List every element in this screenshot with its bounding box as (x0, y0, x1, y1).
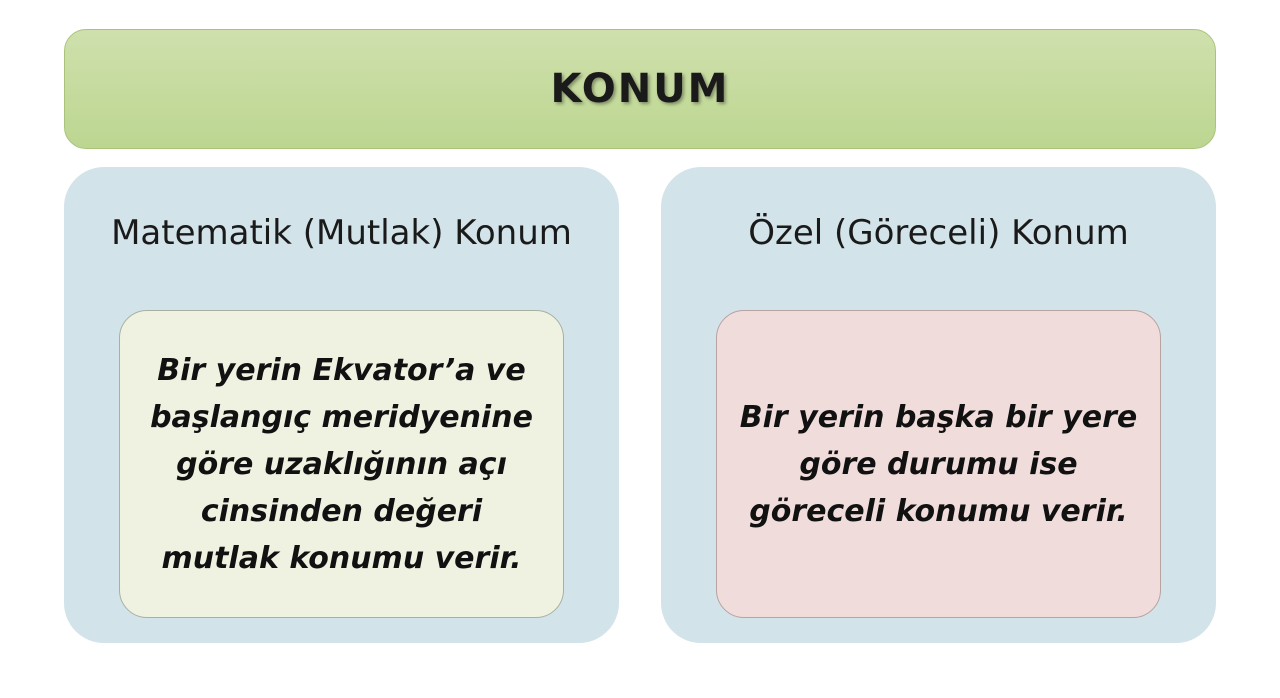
definition-text-relative: Bir yerin başka bir yere göre durumu ise göreceli konumu verir. (739, 399, 1138, 529)
definition-text-absolute: Bir yerin Ekvator’a ve başlangıç meridyenine göre uzaklığının açı cinsinden değeri mutlak konumu verir. (150, 352, 533, 576)
page-title: KONUM (550, 66, 730, 112)
definition-box-relative (716, 310, 1161, 618)
panel-absolute-location (64, 167, 619, 643)
definition-box-absolute (119, 310, 564, 618)
title-banner (64, 29, 1216, 149)
panel-heading-relative: Özel (Göreceli) Konum (748, 213, 1129, 253)
panel-relative-location (661, 167, 1216, 643)
panel-heading-absolute: Matematik (Mutlak) Konum (111, 213, 572, 253)
